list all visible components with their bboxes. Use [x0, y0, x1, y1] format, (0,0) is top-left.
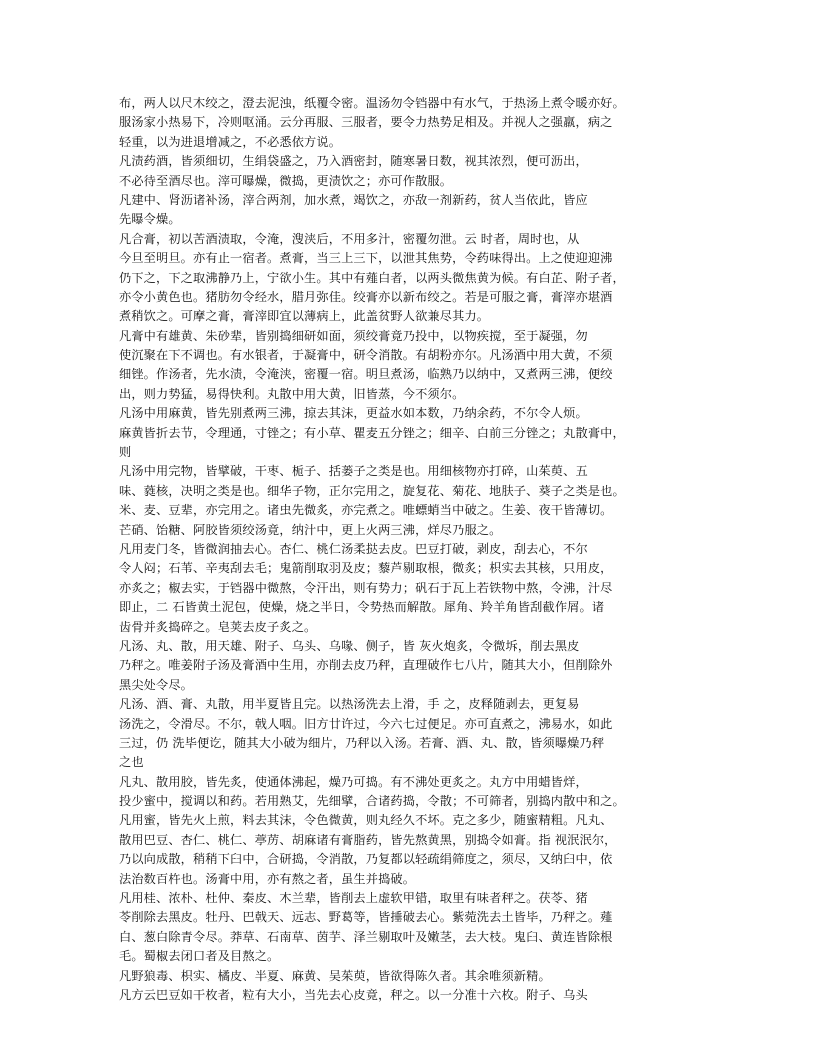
text-line: 白、葱白除青令尽。莽草、石南草、茵芋、泽兰剔取叶及嫩茎，去大枝。鬼臼、黄连皆除根 — [119, 929, 613, 944]
text-line: 凡用桂、浓朴、杜仲、秦皮、木兰辈，皆削去上虚软甲错，取里有味者秤之。茯苓、猪 — [119, 891, 588, 906]
text-line: 凡用麦门冬，皆微润抽去心。杏仁、桃仁汤柔挞去皮。巴豆打破，剥皮，刮去心，不尔 — [119, 541, 588, 556]
text-line: 米、麦、豆辈，亦完用之。诸虫先微炙，亦完煮之。唯螵蛸当中破之。生姜、夜干皆薄切。 — [119, 503, 613, 518]
text-line: 今旦至明旦。亦有止一宿者。煮膏，当三上三下，以泄其焦势，令药味得出。上之使迎迎沸 — [119, 251, 613, 266]
text-line: 即止，二 石皆黄土泥包，使燥，烧之半日，令势热而解散。犀角、羚羊角皆刮截作屑。诸 — [119, 600, 605, 615]
text-line: 麻黄皆折去节，令理通，寸锉之；有小草、瞿麦五分锉之；细辛、白前三分锉之；丸散膏中， — [119, 425, 625, 440]
text-line: 凡汤中用麻黄，皆先别煮两三沸，掠去其沫，更益水如本数，乃纳余药，不尔令人烦。 — [119, 406, 588, 421]
text-line: 黑尖处令尽。 — [119, 677, 194, 692]
text-line: 毛。蜀椒去闭口者及目熬之。 — [119, 949, 280, 964]
text-line: 凡汤、酒、膏、丸散，用半夏皆且完。以热汤洗去上滑，手 之，皮释随剥去，更复易 — [119, 697, 580, 712]
text-line: 凡汤中用完物，皆擘破，干枣、栀子、括蒌子之类是也。用细核物亦打碎，山茱萸、五 — [119, 464, 588, 479]
text-line: 令人闷；石苇、辛夷刮去毛；鬼箭削取羽及皮；藜芦剔取根，微炙；枳实去其核，只用皮， — [119, 561, 613, 576]
text-line: 汤洗之，令滑尽。不尔，戟人咽。旧方廿许过，今六七过便足。亦可直煮之，沸易水，如此 — [119, 716, 613, 731]
text-line: 先曝令燥。 — [119, 212, 181, 227]
text-line: 味、蕤核，决明之类是也。细华子物，正尔完用之，旋复花、菊花、地肤子、葵子之类是也。 — [119, 483, 625, 498]
text-line: 乃秤之。唯姜附子汤及膏酒中生用，亦削去皮乃秤，直理破作七八片，随其大小，但削除外 — [119, 658, 613, 673]
text-line: 仍下之，下之取沸静乃上，宁欲小生。其中有薤白者，以两头微焦黄为候。有白芷、附子者， — [119, 270, 625, 285]
text-line: 轻重，以为进退增减之，不必悉依方说。 — [119, 134, 342, 149]
text-line: 亦令小黄色也。猪肪勿令经水，腊月弥佳。绞膏亦以新布绞之。若是可服之膏，膏滓亦堪酒 — [119, 289, 613, 304]
text-line: 法治数百杵也。汤膏中用，亦有熬之者，虽生并捣破。 — [119, 871, 416, 886]
text-line: 亦炙之；椒去实，于铛器中微熬，令汗出，则有势力；矾石于瓦上若铁物中熬，令沸，汁尽 — [119, 580, 613, 595]
text-line: 凡汤、丸、散，用天雄、附子、乌头、乌喙、侧子，皆 灰火炮炙，令微坼，削去黑皮 — [119, 638, 580, 653]
text-line: 煮稍饮之。可摩之膏，膏滓即宜以薄病上，此盖贫野人欲兼尽其力。 — [119, 309, 490, 324]
text-line: 出，则力势猛，易得快利。丸散中用大黄，旧皆蒸，今不须尔。 — [119, 386, 465, 401]
text-line: 使沉聚在下不调也。有水银者，于凝膏中，研令消散。有胡粉亦尔。凡汤酒中用大黄，不须 — [119, 348, 613, 363]
text-line: 芒硝、饴糖、阿胶皆须绞汤竟，纳汁中，更上火两三沸，烊尽乃服之。 — [119, 522, 502, 537]
text-line: 凡用蜜，皆先火上煎，料去其沫，令色微黄，则丸经久不坏。克之多少，随蜜精粗。凡丸、 — [119, 813, 613, 828]
text-line: 则 — [119, 445, 132, 460]
text-line: 齿骨并炙捣碎之。皂荚去皮子炙之。 — [119, 619, 317, 634]
text-line: 凡方云巴豆如干枚者，粒有大小，当先去心皮竟，秤之。以一分准十六枚。附子、乌头 — [119, 987, 588, 1002]
text-line: 服汤家小热易下，冷则呕涌。云分再服、三服者，要令力热势足相及。并视人之强羸，病之 — [119, 115, 613, 130]
document-page — [119, 94, 687, 1005]
text-line: 乃以向成散，稍稍下臼中，合研捣，令消散，乃复都以轻疏绢筛度之，须尽，又纳臼中，依 — [119, 852, 613, 867]
text-line: 凡丸、散用胶，皆先炙，使通体沸起，燥乃可捣。有不沸处更炙之。丸方中用蜡皆烊， — [119, 774, 588, 789]
text-line: 凡渍药酒，皆须细切，生绢袋盛之，乃入酒密封，随寒暑日数，视其浓烈，便可沥出， — [119, 154, 588, 169]
text-line: 不必待至酒尽也。滓可曝燥，微捣，更渍饮之；亦可作散服。 — [119, 173, 453, 188]
text-line: 三过，仍 洗毕便讫，随其大小破为细片，乃秤以入汤。若膏、酒、丸、散，皆须曝燥乃秤 — [119, 735, 605, 750]
text-line: 之也 — [119, 755, 144, 770]
text-line: 投少蜜中，搅调以和药。若用熟艾，先细擘，合诸药捣，令散；不可筛者，别捣内散中和之。 — [119, 794, 625, 809]
text-line: 凡建中、肾沥诸补汤，滓合两剂，加水煮，竭饮之，亦敌一剂新药，贫人当依此，皆应 — [119, 192, 588, 207]
text-line: 凡合膏，初以苦酒渍取，令淹，溲浃后，不用多汁，密覆勿泄。云 时者，周时也，从 — [119, 231, 580, 246]
text-line: 细锉。作汤者，先水渍，令淹浃，密覆一宿。明旦煮汤，临熟乃以纳中，又煮两三沸，便绞 — [119, 367, 613, 382]
text-line: 凡野狼毒、枳实、橘皮、半夏、麻黄、吴茱萸，皆欲得陈久者。其余唯须新精。 — [119, 968, 551, 983]
text-line: 凡膏中有雄黄、朱砂辈，皆别捣细研如面，须绞膏竟乃投中，以物疾搅，至于凝强，勿 — [119, 328, 588, 343]
text-line: 散用巴豆、杏仁、桃仁、葶苈、胡麻诸有膏脂药，皆先熬黄黑，别捣令如膏。指 视泯泯尔， — [119, 832, 617, 847]
text-line: 布，两人以尺木绞之，澄去泥浊，纸覆令密。温汤勿令铛器中有水气，于热汤上煮令暖亦好。 — [119, 96, 625, 110]
text-line: 苓削除去黑皮。牡丹、巴戟天、远志、野葛等，皆捶破去心。紫菀洗去土皆毕，乃秤之。薤 — [119, 910, 613, 925]
